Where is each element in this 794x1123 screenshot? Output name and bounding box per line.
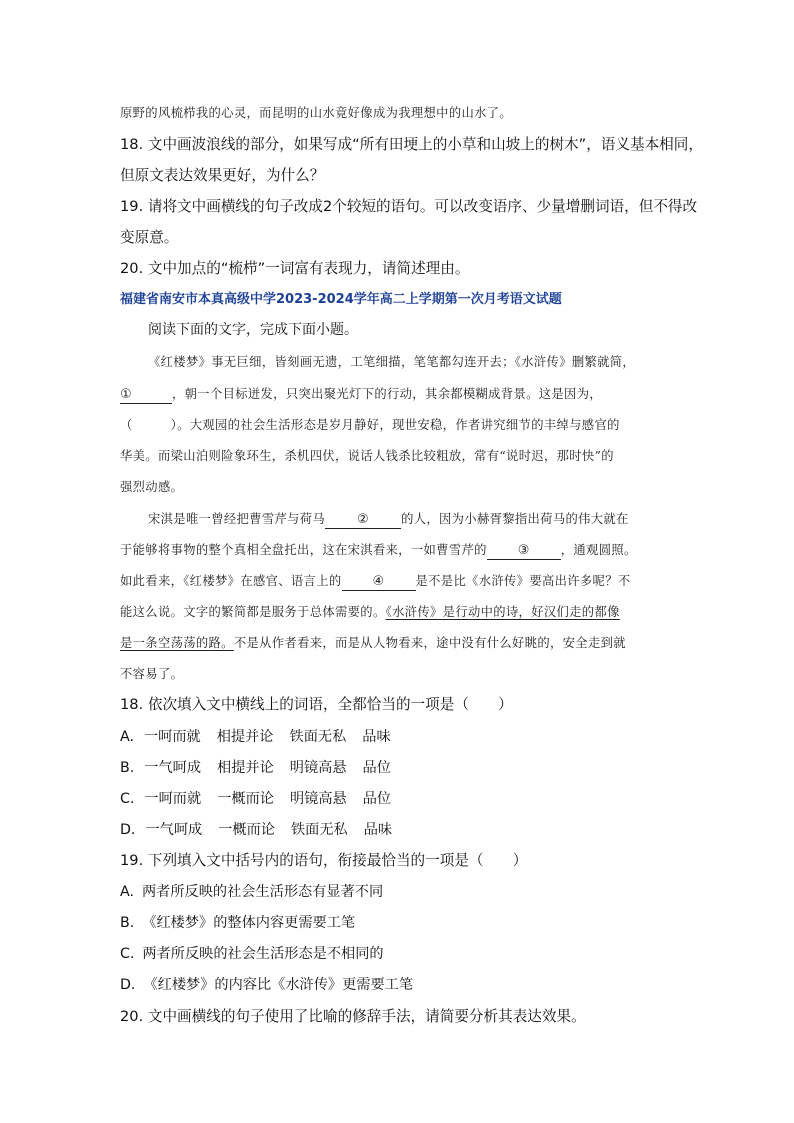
question-19-stem: 19. 下列填入文中括号内的语句，衔接最恰当的一项是（ ） (120, 852, 528, 869)
question-18-prev-line1: 18. 文中画波浪线的部分，如果写成“所有田埂上的小草和山坡上的树木”，语义基本相同， (120, 136, 703, 153)
passage-p1-line5: 强烈动感。 (120, 480, 184, 494)
question-18-prev-line2: 但原文表达效果更好，为什么？ (120, 167, 325, 184)
underlined-sentence-part2: 是一条空荡荡的路。 (120, 636, 234, 650)
q18-option-a: A. 一呵而就 相提并论 铁面无私 品味 (120, 729, 391, 745)
blank-4: ④ (342, 574, 416, 591)
q18-option-d: D. 一气呵成 一概而论 铁面无私 品味 (120, 822, 393, 838)
blank-3: ③ (487, 543, 561, 560)
question-19-prev-line2: 变原意。 (120, 229, 179, 246)
passage-last-line: 原野的风梳栉我的心灵，而昆明的山水竟好像成为我理想中的山水了。 (120, 106, 513, 120)
question-19-prev-line1: 19. 请将文中画横线的句子改成2个较短的语句。可以改变语序、少量增删词语，但不得改 (120, 198, 698, 215)
passage-p2-line2: 于能够将事物的整个真相全盘托出，这在宋淇看来，一如曹雪芹的 ③ ，通观圆照。 (120, 543, 637, 558)
passage-p1-line4: 华美。而梁山泊则险象环生，杀机四伏，说话人钱杀比较粗放，常有“说时迟，那时快”的 (120, 449, 614, 463)
passage-p2-line6: 不容易了。 (120, 667, 184, 681)
underlined-sentence-part1: 《水浒传》是行动中的诗，好汉们走的都像 (385, 605, 620, 619)
q19-option-b: B. 《红楼梦》的整体内容更需要工笔 (120, 915, 356, 931)
question-20-stem: 20. 文中画横线的句子使用了比喻的修辞手法，请简要分析其表达效果。 (120, 1008, 586, 1025)
question-20-prev: 20. 文中加点的“梳栉”一词富有表现力，请简述理由。 (120, 260, 470, 277)
passage-p2-line5: 是一条空荡荡的路。不是从作者看来，而是从人物看来，途中没有什么好眺的，安全走到就 (120, 636, 626, 650)
question-18-stem: 18. 依次填入文中横线上的词语，全都恰当的一项是（ ） (120, 696, 513, 713)
reading-instruction: 阅读下面的文字，完成下面小题。 (148, 322, 358, 338)
passage-p1-line1: 《红楼梦》事无巨细，皆刻画无遗，工笔细描，笔笔都勾连开去；《水浒传》删繁就简， (148, 355, 636, 369)
passage-p2-line4: 能这么说。文字的繁简都是服务于总体需要的。《水浒传》是行动中的诗，好汉们走的都像 (120, 605, 620, 619)
q18-option-c: C. 一呵而就 一概而论 明镜高悬 品位 (120, 791, 392, 807)
q19-option-a: A. 两者所反映的社会生活形态有显著不同 (120, 884, 384, 900)
passage-p1-line3: （ ）。大观园的社会生活形态是岁月静好，现世安稳，作者讲究细节的丰绰与感官的 (120, 418, 620, 432)
blank-1: ① (120, 387, 172, 404)
q18-option-b: B. 一气呵成 相提并论 明镜高悬 品位 (120, 760, 391, 776)
blank-2: ② (325, 512, 401, 529)
q19-option-c: C. 两者所反映的社会生活形态是不相同的 (120, 946, 384, 962)
passage-p1-line2: ① ，朝一个目标迸发，只突出聚光灯下的行动，其余都模糊成背景。这是因为， (120, 387, 602, 402)
q19-option-d: D. 《红楼梦》的内容比《水浒传》更需要工笔 (120, 977, 414, 993)
passage-p2-line1: 宋淇是唯一曾经把曹雪芹与荷马 ② 的人，因为小赫胥黎指出荷马的伟大就在 (148, 512, 629, 527)
section-heading: 福建省南安市本真高级中学2023-2024学年高二上学期第一次月考语文试题 (120, 292, 562, 307)
passage-p2-line3: 如此看来，《红楼梦》在感官、语言上的 ④ 是不是比《水浒传》要高出许多呢？不 (120, 574, 631, 589)
answer-parentheses: （ ） (120, 418, 178, 432)
